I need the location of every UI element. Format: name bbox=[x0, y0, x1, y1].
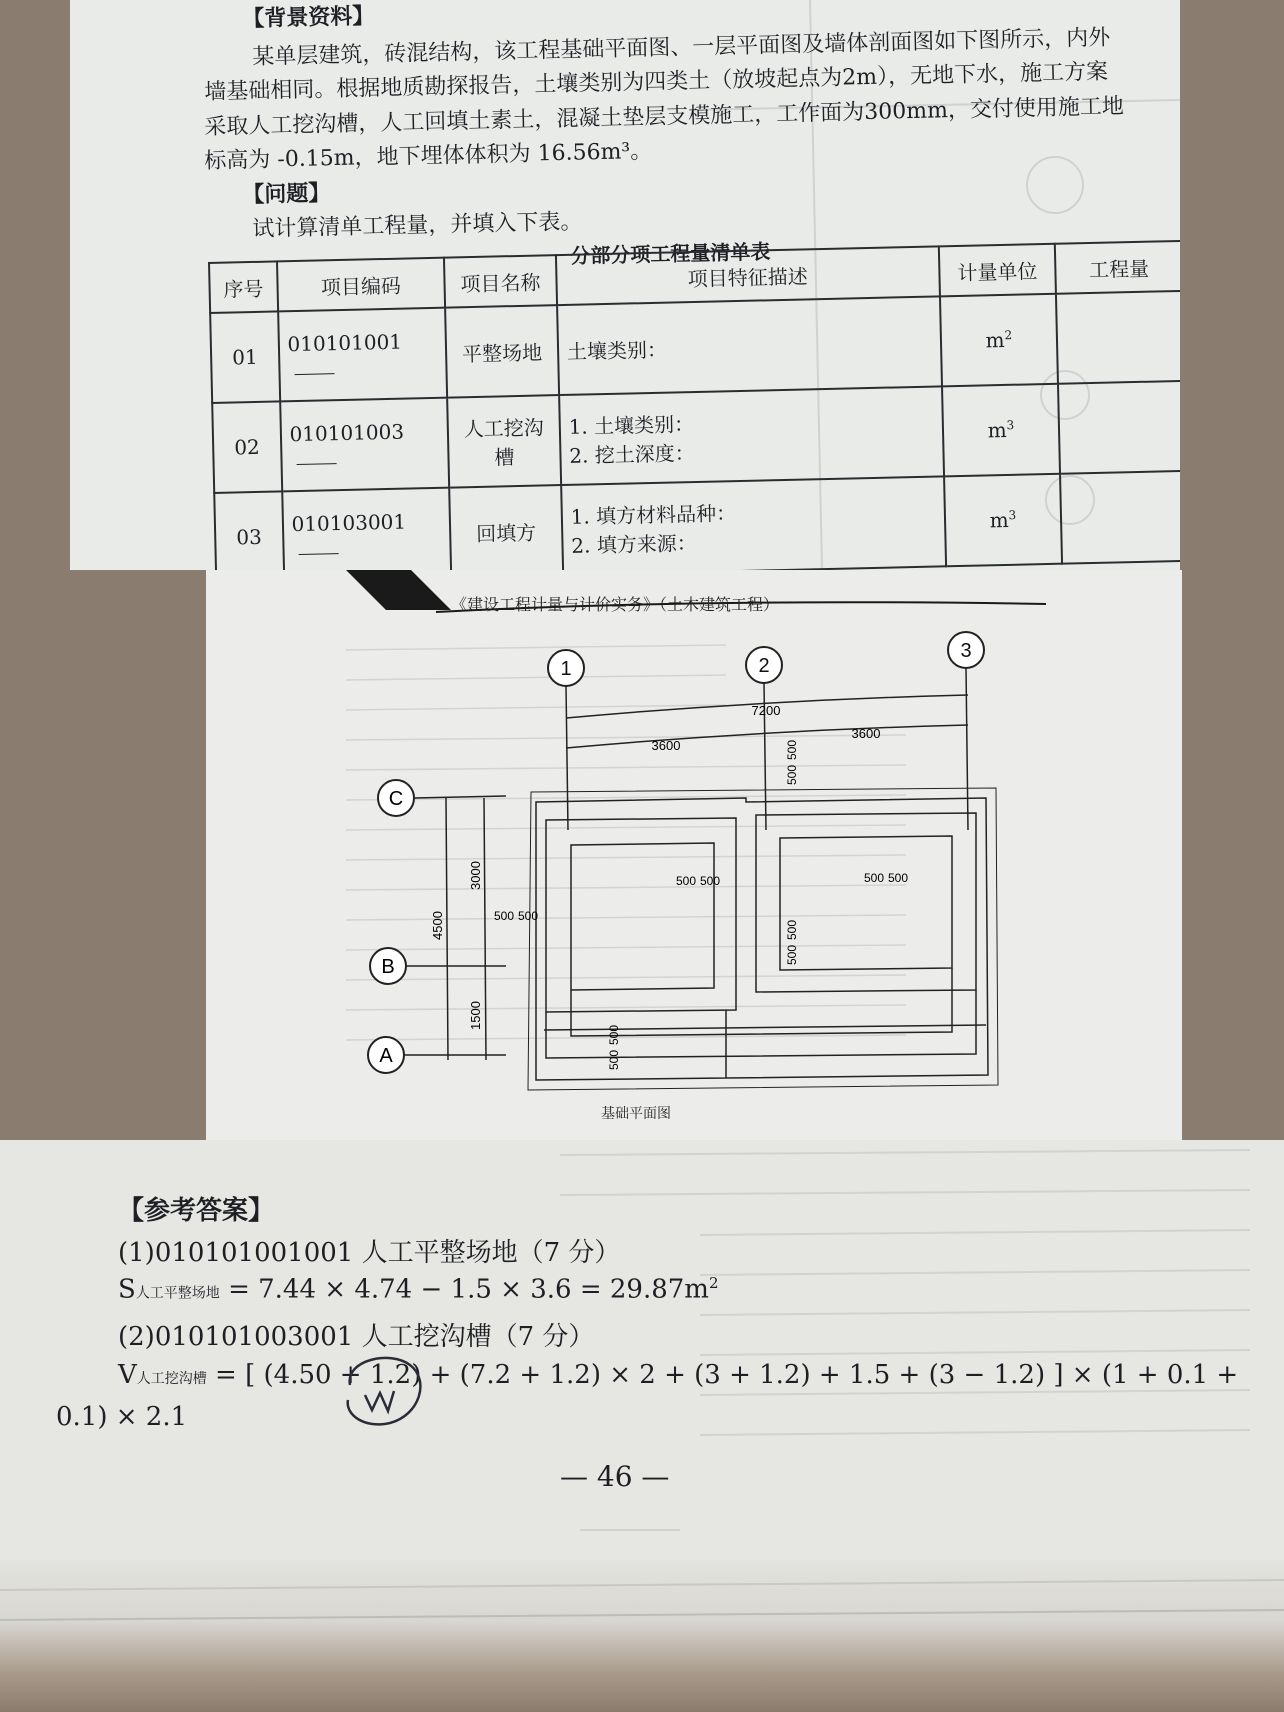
row-unit: $m^3$ bbox=[942, 384, 1061, 477]
answer-v-formula-2: 0.1) × 2.1 bbox=[56, 1402, 188, 1432]
dim-wall-500: 500 bbox=[785, 944, 799, 965]
row-qty bbox=[1060, 471, 1180, 564]
page-number: — 46 — bbox=[560, 1460, 670, 1493]
row-qty bbox=[1058, 381, 1180, 474]
row-no: 02 bbox=[212, 401, 282, 493]
faint-text-lines bbox=[346, 645, 909, 1040]
desk-surface bbox=[0, 1560, 1284, 1712]
dim-wall-500b: 500 bbox=[518, 909, 539, 923]
dim-wall-500b: 500 bbox=[700, 874, 721, 888]
answer-item-1: (1)010101001001 人工平整场地（7 分） bbox=[118, 1238, 621, 1268]
answer-heading: 【参考答案】 bbox=[118, 1196, 275, 1226]
dim-wall-500b: 500 bbox=[785, 919, 799, 940]
table-title: 分部分项工程量清单表 bbox=[570, 239, 771, 268]
dim-wall-500: 500 bbox=[494, 909, 515, 923]
dim-left-total: 4500 bbox=[430, 911, 445, 940]
answer-v-formula: V人工挖沟槽 = [ (4.50 + 1.2) + (7.2 + 1.2) × 2 + (3 + 1.2) + 1.5 + (3 − 1.2) ] × (1 + 0.1 + bbox=[118, 1360, 1239, 1390]
header-qty: 工程量 bbox=[1055, 241, 1180, 294]
quantity-table bbox=[208, 240, 1180, 570]
row-name: 回填方 bbox=[449, 485, 563, 570]
axis-a-label: A bbox=[379, 1045, 393, 1067]
dim-wall-500: 500 bbox=[607, 1049, 621, 1070]
drawing-page bbox=[206, 570, 1182, 1140]
axis-1-label: 1 bbox=[560, 658, 572, 680]
header-code: 项目编码 bbox=[277, 258, 446, 312]
axis-c-label: C bbox=[388, 788, 404, 810]
book-header: 《建设工程计量与计价实务》（土木建筑工程） bbox=[451, 595, 780, 614]
row-desc: 1. 填方材料品种： 2. 填方来源： bbox=[561, 476, 946, 570]
dim-left-upper: 3000 bbox=[468, 861, 483, 890]
row-no: 03 bbox=[214, 491, 284, 570]
dim-wall-500: 500 bbox=[676, 874, 697, 888]
dim-bay-2: 3600 bbox=[851, 726, 881, 741]
handwritten-circle-mark bbox=[330, 1345, 440, 1435]
dim-wall-500b: 500 bbox=[607, 1024, 621, 1045]
row-code: 010101003 bbox=[280, 398, 449, 492]
header-name: 项目名称 bbox=[444, 255, 557, 308]
dim-left-lower: 1500 bbox=[468, 1001, 483, 1030]
dim-wall-500: 500 bbox=[785, 764, 799, 785]
question-page bbox=[70, 0, 1180, 570]
answer-item-2: (2)010101003001 人工挖沟槽（7 分） bbox=[118, 1322, 595, 1352]
foundation-outline bbox=[528, 788, 998, 1090]
question-text: 试计算清单工程量，并填入下表。 bbox=[252, 209, 583, 242]
row-name: 平整场地 bbox=[445, 305, 559, 398]
drawing-caption: 基础平面图 bbox=[601, 1106, 671, 1122]
question-heading: 【问题】 bbox=[242, 180, 331, 208]
dim-wall-500: 500 bbox=[864, 871, 885, 885]
foundation-plan-drawing bbox=[206, 570, 1182, 1140]
row-unit: $m^3$ bbox=[944, 474, 1063, 567]
paper-edges bbox=[0, 1560, 1284, 1712]
background-line-4: 标高为 -0.15m，地下埋体体积为 16.56m³。 bbox=[204, 138, 653, 174]
row-name: 人工挖沟槽 bbox=[447, 395, 561, 488]
row-desc: 土壤类别： bbox=[557, 296, 942, 395]
axis-2-label: 2 bbox=[758, 655, 770, 677]
row-unit: $m^2$ bbox=[940, 294, 1059, 387]
dim-wall-500b: 500 bbox=[785, 739, 799, 760]
row-desc: 1. 土壤类别： 2. 挖土深度： bbox=[559, 386, 944, 485]
background-line-1: 某单层建筑，砖混结构，该工程基础平面图、一层平面图及墙体剖面图如下图所示，内外 bbox=[252, 25, 1111, 70]
row-code: 010101001 bbox=[278, 308, 447, 402]
background-line-3: 采取人工挖沟槽，人工回填土素土，混凝土垫层支模施工，工作面为300mm，交付使用施工地 bbox=[204, 94, 1125, 140]
header-no: 序号 bbox=[209, 261, 278, 313]
axis-b-label: B bbox=[381, 956, 395, 978]
row-no: 01 bbox=[210, 311, 280, 403]
row-code: 010103001 bbox=[282, 488, 451, 570]
dim-bay-1: 3600 bbox=[651, 738, 681, 753]
background-line-2: 墙基础相同。根据地质勘探报告，土壤类别为四类土（放坡起点为2m），无地下水，施工方案 bbox=[204, 59, 1109, 105]
header-desc: 项目特征描述 bbox=[556, 246, 940, 305]
answer-page bbox=[0, 1140, 1284, 1560]
dim-wall-500b: 500 bbox=[888, 871, 909, 885]
axis-3-label: 3 bbox=[960, 640, 972, 662]
answer-s-formula: S人工平整场地 = $7.44 \times 4.74 - 1.5 \times 3.6 = 29.87m^2$ bbox=[118, 1274, 719, 1305]
dim-total: 7200 bbox=[751, 703, 781, 718]
background-heading: 【背景资料】 bbox=[242, 3, 375, 32]
header-unit: 计量单位 bbox=[938, 244, 1056, 297]
row-qty bbox=[1056, 291, 1180, 384]
